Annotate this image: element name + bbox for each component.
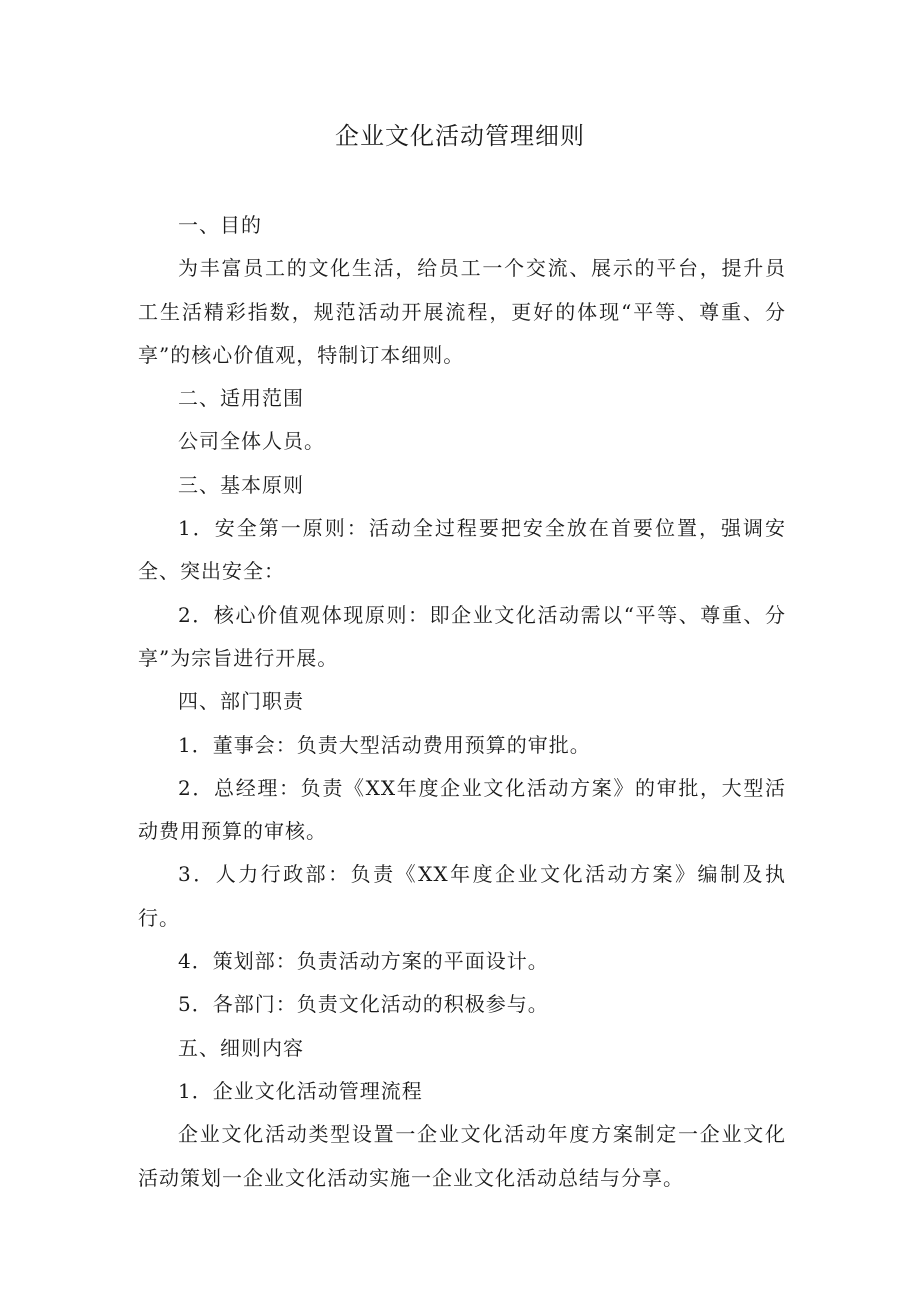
paragraph-process-flow: 企业文化活动类型设置一企业文化活动年度方案制定一企业文化活动策划一企业文化活动实施一企业文化活动总结与分享。 <box>138 1122 786 1190</box>
paragraph-scope: 公司全体人员。 <box>178 429 325 454</box>
section-heading-principles: 三、基本原则 <box>178 472 304 497</box>
responsibility-item-3: 3．人力行政部：负责《XX年度企业文化活动方案》编制及执行。 <box>138 862 786 930</box>
principle-item-2: 2．核心价值观体现原则：即企业文化活动需以“平等、尊重、分享”为宗旨进行开展。 <box>138 602 786 670</box>
responsibility-item-2: 2．总经理：负责《XX年度企业文化活动方案》的审批，大型活动费用预算的审核。 <box>138 775 786 844</box>
document-title: 企业文化活动管理细则 <box>335 122 585 150</box>
section-heading-scope: 二、适用范围 <box>178 386 304 411</box>
responsibility-item-4: 4．策划部：负责活动方案的平面设计。 <box>178 949 549 974</box>
details-item-1-heading: 1．企业文化活动管理流程 <box>178 1078 423 1103</box>
section-heading-responsibilities: 四、部门职责 <box>178 689 304 714</box>
responsibility-item-1: 1．董事会：负责大型活动费用预算的审批。 <box>178 732 591 757</box>
principle-item-1: 1．安全第一原则：活动全过程要把安全放在首要位置，强调安全、突出安全： <box>138 516 786 584</box>
paragraph-purpose: 为丰富员工的文化生活，给员工一个交流、展示的平台，提升员工生活精彩指数，规范活动开展流程，更好的体现“平等、尊重、分享”的核心价值观，特制订本细则。 <box>138 256 786 367</box>
responsibility-item-5: 5．各部门：负责文化活动的积极参与。 <box>178 992 549 1017</box>
section-heading-details: 五、细则内容 <box>178 1035 304 1060</box>
section-heading-purpose: 一、目的 <box>178 213 262 237</box>
document-body <box>138 204 786 1200</box>
